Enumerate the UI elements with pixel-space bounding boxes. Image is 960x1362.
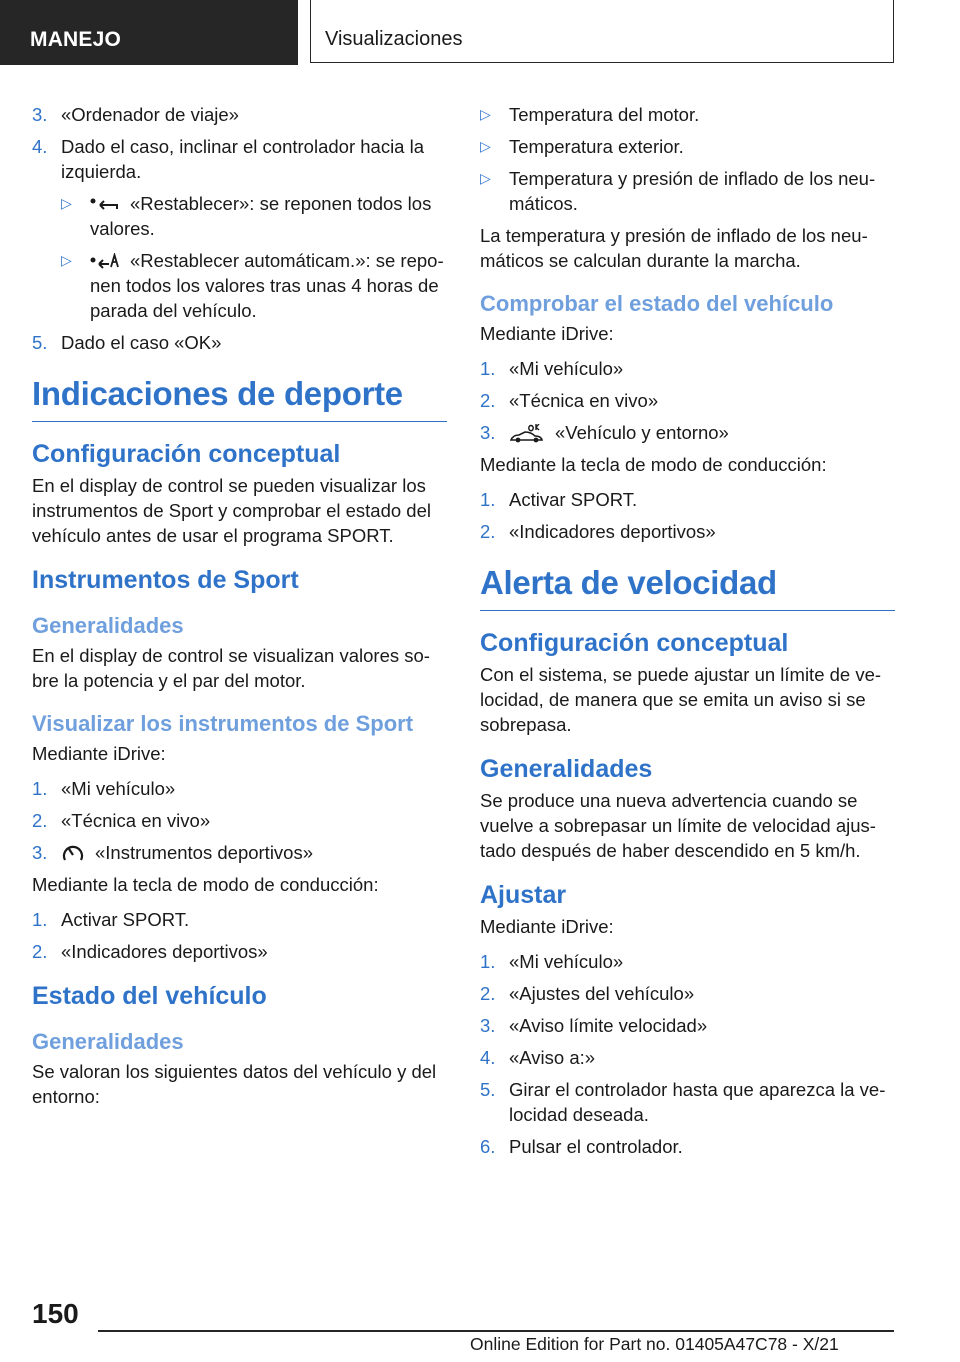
list-item: 1. «Mi vehículo»: [480, 951, 624, 972]
paragraph-idrive: Mediante iDrive:: [480, 916, 614, 937]
heading-adjust: Ajustar: [480, 881, 567, 909]
header-chapter-tab: [310, 0, 894, 63]
list-item: 2. «Ajustes del vehículo»: [480, 983, 695, 1004]
paragraph-drive-key: Mediante la tecla de modo de conducción:: [480, 454, 827, 475]
paragraph-drive-key: Mediante la tecla de modo de conducción:: [32, 874, 379, 895]
gauge-icon: [61, 844, 85, 864]
triangle-bullet-icon: ▷: [480, 138, 491, 154]
sub-item-reset: ▷ «Restablecer»: se reponen todos los valores.: [61, 193, 432, 239]
paragraph-general: Se produce una nueva advertencia cuando se vuelve a sobrepasar un límite de velocidad ajustado después de haber descendido en 5 km/h.: [480, 790, 876, 861]
bullet-item: ▷ Temperatura del motor.: [480, 104, 700, 125]
list-item: 4. Dado el caso, inclinar el controlador hacia la izquierda.: [32, 136, 425, 182]
heading-general: Generalidades: [32, 1029, 184, 1054]
paragraph-concept: En el display de control se pueden visualizar los instrumentos de Sport y comprobar el estado del vehículo antes de usar el programa SPORT.: [32, 475, 431, 546]
triangle-bullet-icon: ▷: [480, 106, 491, 122]
vehicle-ok-icon: [509, 424, 545, 444]
list-item: 3. «Ordenador de viaje»: [32, 104, 239, 125]
paragraph-concept: Con el sistema, se puede ajustar un límite de velocidad, de manera que se emita un aviso si se sobrepasa.: [480, 664, 882, 735]
list-item: 2. «Indicadores deportivos»: [480, 521, 716, 542]
list-item: 3. «Instrumentos deportivos»: [32, 842, 314, 863]
auto-reset-icon: [90, 253, 120, 271]
heading-sport-indicators: Indicaciones de deporte: [32, 375, 447, 422]
list-item: 3. «Aviso límite velocidad»: [480, 1015, 708, 1036]
bullet-item: ▷ Temperatura y presión de inflado de los neumáticos.: [480, 168, 876, 214]
paragraph-general: En el display de control se visualizan valores sobre la potencia y el par del motor.: [32, 645, 430, 691]
right-column: [480, 102, 895, 1166]
list-item: 5. Girar el controlador hasta que aparezca la velocidad deseada.: [480, 1079, 886, 1125]
footer-divider: [98, 1330, 894, 1332]
footer-edition: Online Edition for Part no. 01405A47C78 - X/21: [470, 1334, 839, 1354]
list-item: 1. «Mi vehículo»: [480, 358, 624, 379]
triangle-bullet-icon: ▷: [61, 252, 72, 268]
list-item: 6. Pulsar el controlador.: [480, 1136, 683, 1157]
list-item: 2. «Indicadores deportivos»: [32, 941, 268, 962]
heading-check-vehicle: Comprobar el estado del vehículo: [480, 291, 834, 316]
heading-concept: Configuración conceptual: [480, 629, 789, 657]
heading-sport-instruments: Instrumentos de Sport: [32, 566, 299, 594]
triangle-bullet-icon: ▷: [480, 170, 491, 186]
list-item: 3. «Vehículo y entorno»: [480, 422, 729, 443]
header-chapter: Visualizaciones: [325, 28, 463, 50]
paragraph-idrive: Mediante iDrive:: [480, 323, 614, 344]
left-column: [32, 102, 447, 1119]
header-section: MANEJO: [30, 28, 122, 51]
header-section-tab: [0, 0, 298, 65]
paragraph-idrive: Mediante iDrive:: [32, 743, 166, 764]
triangle-bullet-icon: ▷: [61, 195, 72, 211]
paragraph-state: Se valoran los siguientes datos del vehículo y del entorno:: [32, 1061, 437, 1107]
heading-general: Generalidades: [480, 755, 653, 783]
heading-general: Generalidades: [32, 613, 184, 638]
paragraph-temperature: La temperatura y presión de inflado de los neumáticos se calculan durante la marcha.: [480, 225, 868, 271]
list-item: 2. «Técnica en vivo»: [480, 390, 659, 411]
heading-vehicle-state: Estado del vehículo: [32, 982, 267, 1010]
list-item: 2. «Técnica en vivo»: [32, 810, 211, 831]
sub-item-auto-reset: ▷ «Restablecer automáticam.»: se reponen todos los valores tras unas 4 horas de parada del vehículo.: [61, 250, 444, 321]
page-number: 150: [32, 1298, 79, 1329]
heading-speed-alert: Alerta de velocidad: [480, 564, 895, 611]
list-item: 5. Dado el caso «OK»: [32, 332, 222, 353]
list-item: 4. «Aviso a:»: [480, 1047, 596, 1068]
heading-show-instruments: Visualizar los instrumentos de Sport: [32, 711, 414, 736]
list-item: 1. «Mi vehículo»: [32, 778, 176, 799]
reset-icon: [90, 198, 120, 212]
heading-concept: Configuración conceptual: [32, 440, 341, 468]
list-item: 1. Activar SPORT.: [480, 489, 638, 510]
bullet-item: ▷ Temperatura exterior.: [480, 136, 684, 157]
list-item: 1. Activar SPORT.: [32, 909, 190, 930]
